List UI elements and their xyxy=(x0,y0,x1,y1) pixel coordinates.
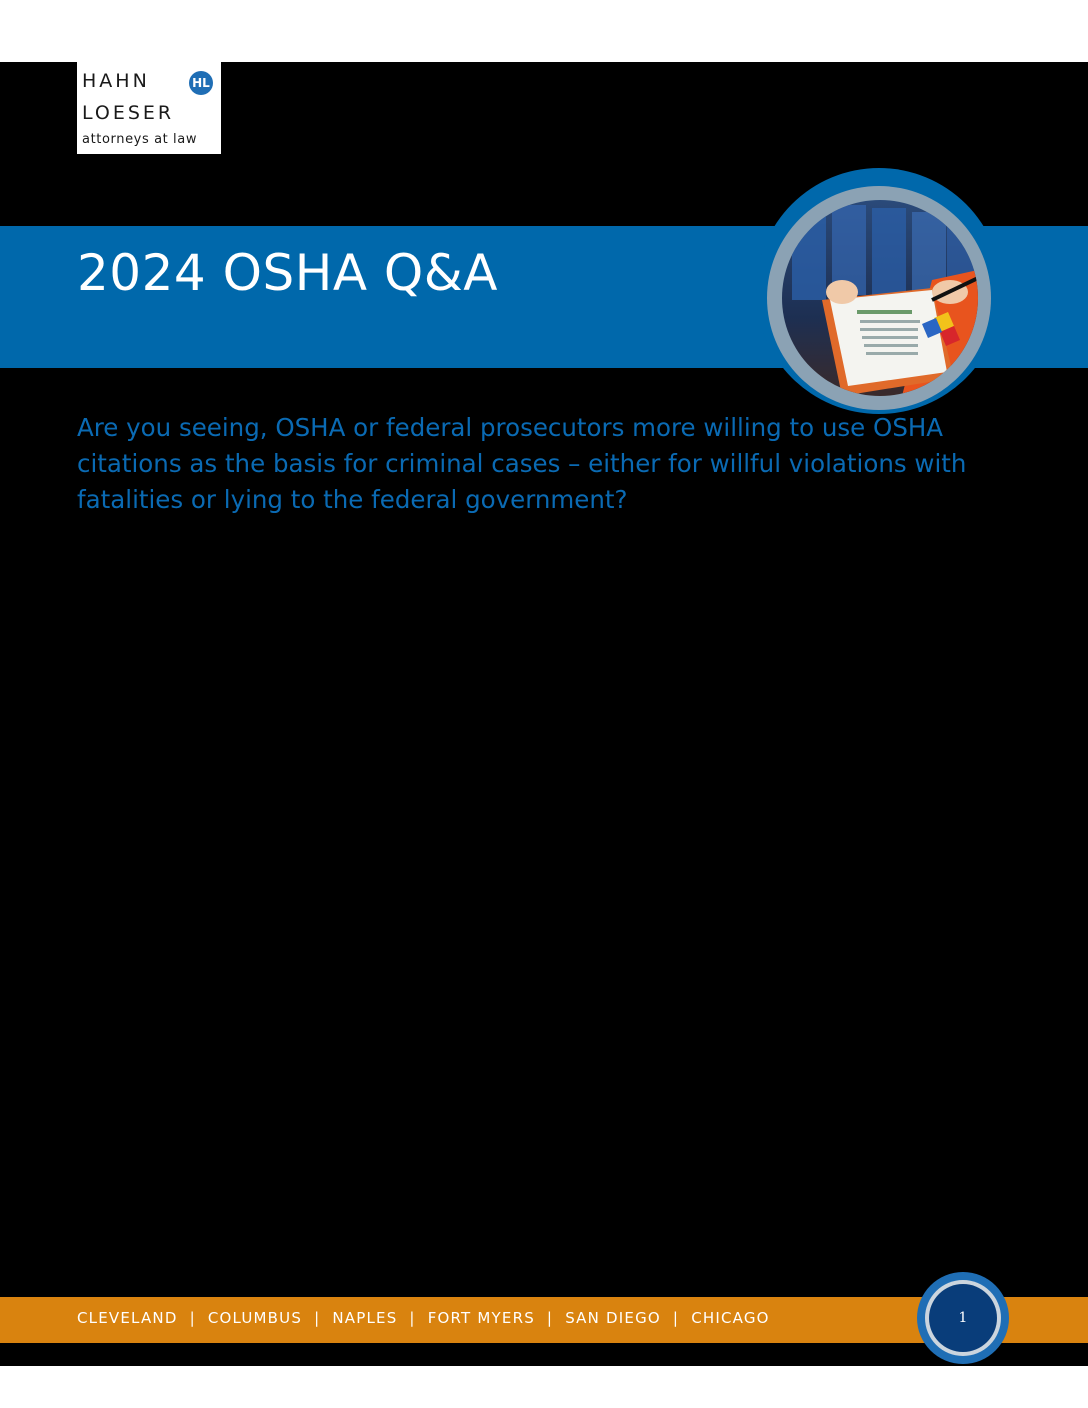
office-separator: | xyxy=(314,1309,321,1327)
question-text: Are you seeing, OSHA or federal prosecutors more willing to use OSHA citations as the basis for criminal cases – either for willful violations with fatalities or lying to the federal government? xyxy=(77,413,967,514)
logo-tagline: attorneys at law xyxy=(82,132,198,147)
office-locations xyxy=(77,1309,770,1327)
office-fort-myers: FORT MYERS xyxy=(427,1309,535,1327)
office-chicago: CHICAGO xyxy=(691,1309,770,1327)
office-separator: | xyxy=(189,1309,196,1327)
office-san-diego: SAN DIEGO xyxy=(565,1309,661,1327)
firm-logo xyxy=(77,62,221,154)
clipboard-inspection-photo xyxy=(782,200,978,396)
logo-name-loeser: LOESER xyxy=(82,102,175,124)
office-separator: | xyxy=(546,1309,554,1327)
logo-monogram-icon: HL xyxy=(189,71,213,95)
office-naples: NAPLES xyxy=(332,1309,398,1327)
photo-illustration xyxy=(782,200,978,396)
office-columbus: COLUMBUS xyxy=(207,1309,303,1327)
office-cleveland: CLEVELAND xyxy=(77,1309,178,1327)
office-separator: | xyxy=(672,1309,680,1327)
document-title: 2024 OSHA Q&A xyxy=(77,244,498,302)
logo-name-hahn: HAHN xyxy=(82,70,150,92)
office-separator: | xyxy=(409,1309,416,1327)
page-number: 1 xyxy=(929,1284,997,1352)
